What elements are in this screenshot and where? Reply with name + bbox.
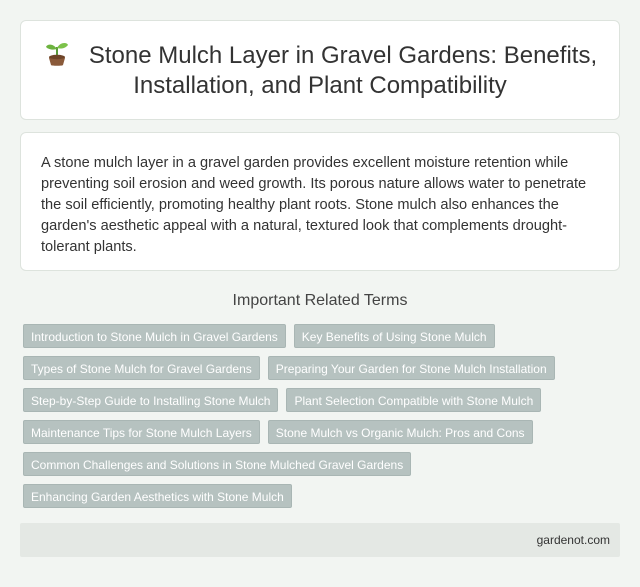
related-terms-heading: Important Related Terms	[232, 292, 408, 309]
related-term-tag[interactable]: Common Challenges and Solutions in Stone Mulched Gravel Gardens	[23, 452, 411, 476]
related-term-tag[interactable]: Enhancing Garden Aesthetics with Stone Mulch	[23, 484, 292, 508]
summary-card	[20, 132, 620, 271]
related-terms-list	[23, 324, 623, 508]
footer-site-link[interactable]: gardenot.com	[536, 533, 610, 547]
related-term-tag[interactable]: Introduction to Stone Mulch in Gravel Gardens	[23, 324, 286, 348]
page-title-text: Stone Mulch Layer in Gravel Gardens: Benefits, Installation, and Plant Compatibility	[88, 42, 598, 99]
related-term-tag[interactable]: Types of Stone Mulch for Gravel Gardens	[23, 356, 260, 380]
related-term-tag[interactable]: Key Benefits of Using Stone Mulch	[294, 324, 495, 348]
related-term-tag[interactable]: Stone Mulch vs Organic Mulch: Pros and Cons	[268, 420, 533, 444]
header-card	[20, 20, 620, 120]
summary-text: A stone mulch layer in a gravel garden provides excellent moisture retention while preventing soil erosion and weed growth. Its porous nature allows water to penetrate the soil efficiently, promoting healthy plant roots. Stone mulch also enhances the garden's aesthetic appeal with a natural, textured look that complements drought-tolerant plants.	[41, 155, 587, 255]
related-term-tag[interactable]: Preparing Your Garden for Stone Mulch Installation	[268, 356, 555, 380]
page-title	[37, 39, 603, 101]
footer	[20, 523, 620, 557]
related-term-tag[interactable]: Maintenance Tips for Stone Mulch Layers	[23, 420, 260, 444]
related-term-tag[interactable]: Plant Selection Compatible with Stone Mulch	[286, 388, 541, 412]
sprout-icon	[43, 39, 71, 67]
related-term-tag[interactable]: Step-by-Step Guide to Installing Stone Mulch	[23, 388, 278, 412]
